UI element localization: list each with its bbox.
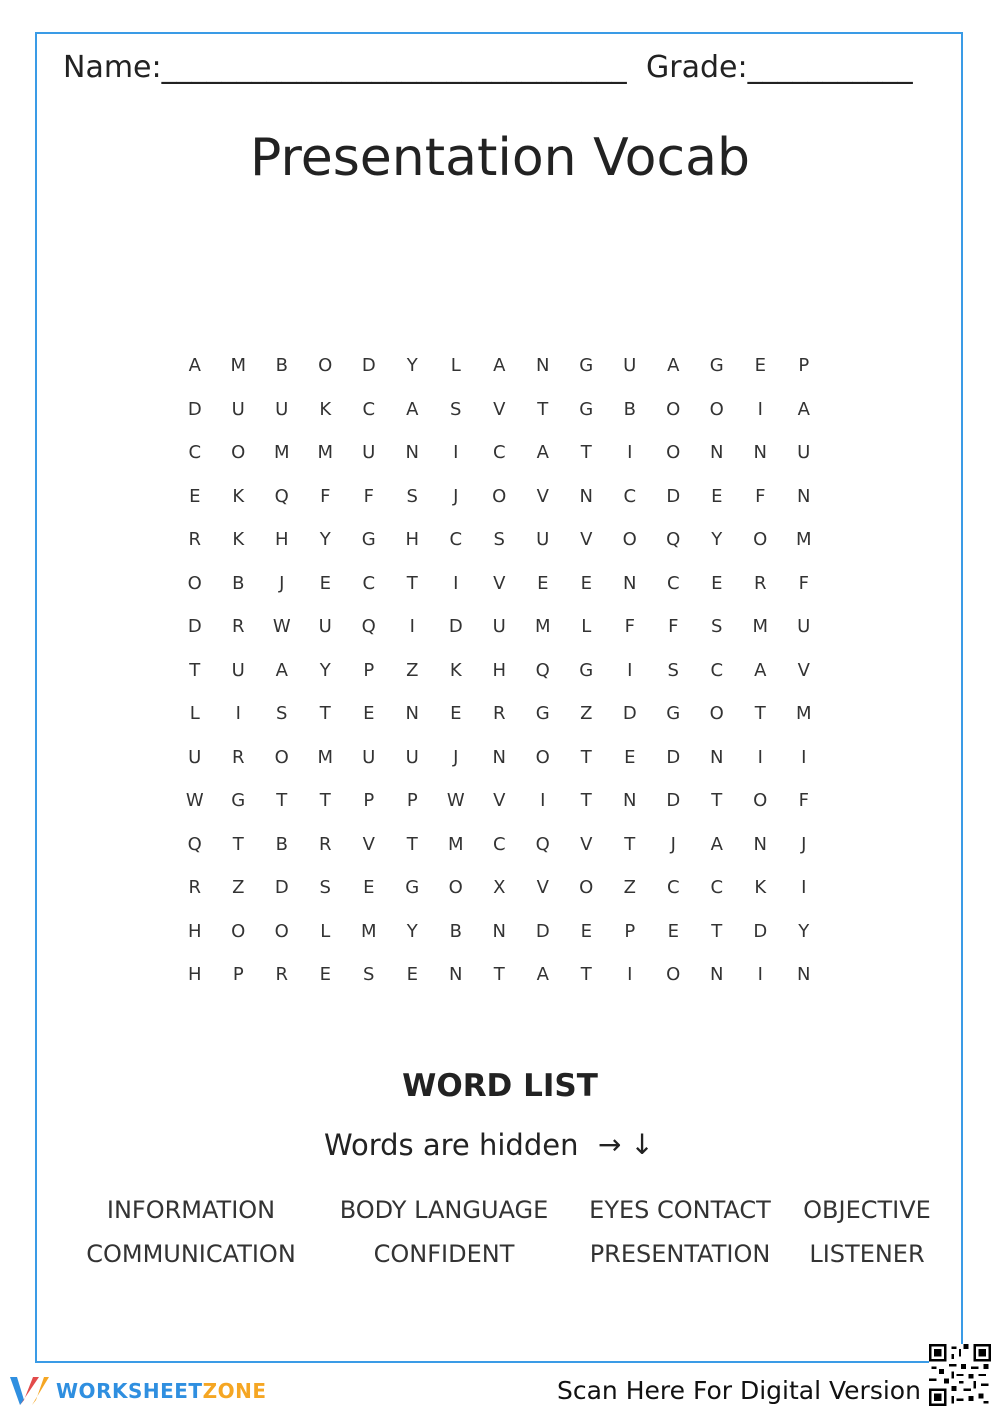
grid-letter[interactable]: Y	[319, 529, 331, 551]
grid-letter[interactable]: S	[493, 529, 505, 551]
grid-letter[interactable]: V	[493, 572, 506, 594]
grid-letter[interactable]: N	[449, 964, 463, 986]
grid-letter[interactable]: A	[536, 442, 549, 464]
grid-letter[interactable]: S	[667, 659, 679, 681]
grid-letter[interactable]: N	[710, 442, 724, 464]
grid-letter[interactable]: P	[232, 964, 244, 986]
grid-letter[interactable]: A	[797, 398, 810, 420]
grid-letter[interactable]: D	[666, 790, 681, 812]
grid-letter[interactable]: M	[317, 746, 334, 768]
grid-letter[interactable]: O	[274, 746, 289, 768]
grid-letter[interactable]: T	[232, 833, 244, 855]
grid-letter[interactable]: N	[623, 790, 637, 812]
grid-letter[interactable]: Q	[666, 529, 681, 551]
grid-letter[interactable]: K	[232, 529, 245, 551]
grid-letter[interactable]: V	[536, 485, 549, 507]
grid-letter[interactable]: N	[492, 920, 506, 942]
grid-letter[interactable]: P	[363, 659, 375, 681]
grid-letter[interactable]: P	[798, 355, 810, 377]
grid-letter[interactable]: F	[798, 790, 809, 812]
grid-letter[interactable]: B	[623, 398, 636, 420]
grid-letter[interactable]: O	[666, 442, 681, 464]
grid-letter[interactable]: L	[320, 920, 331, 942]
grid-letter[interactable]: K	[449, 659, 462, 681]
grid-letter[interactable]: R	[275, 964, 288, 986]
grid-letter[interactable]: I	[627, 964, 633, 986]
grid-letter[interactable]: Q	[535, 833, 550, 855]
grid-letter[interactable]: H	[274, 529, 289, 551]
grid-letter[interactable]: Z	[623, 877, 636, 899]
grid-letter[interactable]: O	[448, 877, 463, 899]
grid-letter[interactable]: U	[231, 398, 245, 420]
grid-letter[interactable]: V	[797, 659, 810, 681]
grid-letter[interactable]: M	[447, 833, 464, 855]
grid-letter[interactable]: T	[493, 964, 505, 986]
grid-letter[interactable]: N	[710, 964, 724, 986]
grid-letter[interactable]: F	[624, 616, 635, 638]
grid-letter[interactable]: M	[534, 616, 551, 638]
grid-letter[interactable]: U	[797, 616, 811, 638]
grid-letter[interactable]: E	[363, 703, 375, 725]
grid-letter[interactable]: E	[580, 920, 592, 942]
grid-letter[interactable]: P	[624, 920, 636, 942]
worksheet-title: Presentation Vocab	[250, 128, 750, 188]
grid-letter[interactable]: O	[622, 529, 637, 551]
grid-letter[interactable]: C	[710, 877, 724, 899]
grid-letter[interactable]: E	[537, 572, 549, 594]
grid-letter[interactable]: C	[362, 398, 376, 420]
grid-letter[interactable]: M	[317, 442, 334, 464]
grid-letter[interactable]: S	[319, 877, 331, 899]
grid-letter[interactable]: O	[492, 485, 507, 507]
grid-letter[interactable]: F	[668, 616, 679, 638]
grid-letter[interactable]: U	[318, 616, 332, 638]
grid-letter[interactable]: U	[797, 442, 811, 464]
grid-letter[interactable]: E	[406, 964, 418, 986]
grid-letter[interactable]: O	[231, 920, 246, 942]
grid-letter[interactable]: U	[188, 746, 202, 768]
grid-letter[interactable]: R	[188, 529, 201, 551]
grid-letter[interactable]: A	[536, 964, 549, 986]
grid-letter[interactable]: C	[666, 877, 680, 899]
grid-letter[interactable]: U	[362, 442, 376, 464]
grid-letter[interactable]: O	[753, 529, 768, 551]
grid-letter[interactable]: M	[360, 920, 377, 942]
grid-letter[interactable]: A	[275, 659, 288, 681]
grid-letter[interactable]: G	[666, 703, 681, 725]
grid-letter[interactable]: T	[406, 833, 418, 855]
grid-letter[interactable]: B	[232, 572, 245, 594]
grid-letter[interactable]: D	[535, 920, 550, 942]
grid-letter[interactable]: T	[711, 790, 723, 812]
grid-letter[interactable]: E	[189, 485, 201, 507]
grid-letter[interactable]: Y	[319, 659, 331, 681]
direction-arrows-icon: → ↓	[598, 1128, 654, 1161]
grid-letter[interactable]: K	[754, 877, 767, 899]
grid-letter[interactable]: E	[711, 572, 723, 594]
grid-letter[interactable]: B	[449, 920, 462, 942]
grid-letter[interactable]: O	[274, 920, 289, 942]
grid-letter[interactable]: U	[536, 529, 550, 551]
grid-letter[interactable]: I	[801, 877, 807, 899]
grid-letter[interactable]: Z	[232, 877, 245, 899]
grid-letter[interactable]: T	[624, 833, 636, 855]
grid-letter[interactable]: D	[622, 703, 637, 725]
grid-letter[interactable]: V	[536, 877, 549, 899]
grid-letter[interactable]: L	[450, 355, 461, 377]
grid-letter[interactable]: C	[710, 659, 724, 681]
grid-letter[interactable]: V	[493, 790, 506, 812]
grid-letter[interactable]: E	[754, 355, 766, 377]
grid-letter[interactable]: A	[188, 355, 201, 377]
grid-letter[interactable]: V	[580, 529, 593, 551]
grid-letter[interactable]: N	[753, 833, 767, 855]
grid-letter[interactable]: T	[537, 398, 549, 420]
grid-letter[interactable]: Q	[535, 659, 550, 681]
grid-letter[interactable]: T	[580, 442, 592, 464]
grid-letter[interactable]: O	[753, 790, 768, 812]
grid-letter[interactable]: M	[230, 355, 247, 377]
grid-letter[interactable]: D	[666, 485, 681, 507]
grid-letter[interactable]: T	[319, 703, 331, 725]
grid-letter[interactable]: J	[279, 572, 285, 594]
grid-letter[interactable]: E	[667, 920, 679, 942]
grid-letter[interactable]: T	[319, 790, 331, 812]
word-list-item: INFORMATION	[106, 1196, 276, 1224]
grid-letter[interactable]: G	[579, 659, 594, 681]
grid-letter[interactable]: E	[580, 572, 592, 594]
grid-letter[interactable]: K	[232, 485, 245, 507]
grid-letter[interactable]: R	[318, 833, 332, 855]
grid-letter[interactable]: N	[405, 703, 419, 725]
grid-letter[interactable]: E	[319, 964, 331, 986]
grid-letter[interactable]: I	[453, 442, 459, 464]
grid-letter[interactable]: D	[753, 920, 768, 942]
grid-letter[interactable]: L	[189, 703, 200, 725]
grid-letter[interactable]: O	[535, 746, 550, 768]
grid-letter[interactable]: A	[493, 355, 506, 377]
grid-letter[interactable]: J	[453, 746, 459, 768]
word-list-item: BODY LANGUAGE	[339, 1196, 549, 1224]
grid-letter[interactable]: C	[492, 442, 506, 464]
grid-letter[interactable]: Q	[274, 485, 289, 507]
grid-letter[interactable]: O	[231, 442, 246, 464]
grid-letter[interactable]: L	[581, 616, 592, 638]
grid-letter[interactable]: O	[318, 355, 333, 377]
grid-letter[interactable]: C	[362, 572, 376, 594]
grid-letter[interactable]: A	[406, 398, 419, 420]
grid-letter[interactable]: C	[188, 442, 202, 464]
grid-letter[interactable]: Y	[406, 920, 418, 942]
grid-letter[interactable]: B	[275, 355, 288, 377]
grid-letter[interactable]: N	[623, 572, 637, 594]
grid-letter[interactable]: I	[757, 398, 763, 420]
grid-letter[interactable]: H	[187, 964, 202, 986]
grid-letter[interactable]: W	[185, 790, 204, 812]
grid-letter[interactable]: U	[492, 616, 506, 638]
worksheetzone-logo-icon	[8, 1374, 50, 1408]
grid-letter[interactable]: C	[666, 572, 680, 594]
grid-letter[interactable]: D	[666, 746, 681, 768]
word-list-instructions: Words are hidden	[324, 1128, 579, 1162]
grid-letter[interactable]: O	[709, 703, 724, 725]
grid-letter[interactable]: O	[666, 964, 681, 986]
grid-letter[interactable]: K	[319, 398, 332, 420]
grid-letter[interactable]: D	[361, 355, 376, 377]
grid-letter[interactable]: T	[580, 746, 592, 768]
grid-letter[interactable]: N	[797, 485, 811, 507]
grid-letter[interactable]: H	[405, 529, 420, 551]
grid-letter[interactable]: S	[450, 398, 462, 420]
grid-letter[interactable]: Y	[406, 355, 418, 377]
grid-letter[interactable]: N	[710, 746, 724, 768]
grid-letter[interactable]: C	[492, 833, 506, 855]
grid-letter[interactable]: I	[627, 442, 633, 464]
grid-letter[interactable]: F	[798, 572, 809, 594]
grid-letter[interactable]: N	[753, 442, 767, 464]
grid-letter[interactable]: F	[320, 485, 331, 507]
grid-letter[interactable]: D	[187, 616, 202, 638]
grid-letter[interactable]: T	[711, 920, 723, 942]
grid-letter[interactable]: N	[536, 355, 550, 377]
grid-letter[interactable]: U	[405, 746, 419, 768]
grid-letter[interactable]: Z	[406, 659, 419, 681]
grid-letter[interactable]: V	[362, 833, 375, 855]
grid-letter[interactable]: N	[492, 746, 506, 768]
grid-letter[interactable]: I	[540, 790, 546, 812]
word-list-item: OBJECTIVE	[803, 1196, 931, 1224]
grid-letter[interactable]: S	[406, 485, 418, 507]
grid-letter[interactable]: S	[276, 703, 288, 725]
worksheetzone-logo[interactable]	[8, 1374, 266, 1408]
grid-letter[interactable]: E	[624, 746, 636, 768]
grid-letter[interactable]: P	[363, 790, 375, 812]
grid-letter[interactable]: M	[795, 529, 812, 551]
grid-letter[interactable]: R	[753, 572, 767, 594]
grid-letter[interactable]: T	[754, 703, 766, 725]
word-list-item: CONFIDENT	[373, 1240, 515, 1268]
grid-letter[interactable]: T	[580, 790, 592, 812]
grid-letter[interactable]: S	[363, 964, 375, 986]
grid-letter[interactable]: H	[492, 659, 507, 681]
word-list-item: EYES CONTACT	[589, 1196, 771, 1224]
grid-letter[interactable]: R	[492, 703, 506, 725]
grid-letter[interactable]: F	[363, 485, 374, 507]
grid-letter[interactable]: W	[446, 790, 465, 812]
grid-letter[interactable]: T	[189, 659, 201, 681]
grid-letter[interactable]: O	[666, 398, 681, 420]
grid-letter[interactable]: W	[272, 616, 291, 638]
name-field[interactable]: Name:_______________________________	[63, 50, 627, 85]
grid-letter[interactable]: R	[188, 877, 201, 899]
grid-letter[interactable]: J	[670, 833, 676, 855]
word-list-item: COMMUNICATION	[86, 1240, 296, 1268]
grid-letter[interactable]: E	[319, 572, 331, 594]
grid-letter[interactable]: I	[757, 964, 763, 986]
grid-letter[interactable]: U	[362, 746, 376, 768]
grid-letter[interactable]: R	[231, 746, 245, 768]
grid-letter[interactable]: V	[580, 833, 593, 855]
grid-letter[interactable]: D	[187, 398, 202, 420]
grid-letter[interactable]: I	[801, 746, 807, 768]
grid-letter[interactable]: R	[231, 616, 245, 638]
word-search-grid	[173, 344, 826, 997]
grid-letter[interactable]: G	[231, 790, 246, 812]
grid-letter[interactable]: I	[453, 572, 459, 594]
grid-letter[interactable]: J	[801, 833, 807, 855]
grid-letter[interactable]: N	[579, 485, 593, 507]
grid-letter[interactable]: J	[453, 485, 459, 507]
grid-letter[interactable]: C	[449, 529, 463, 551]
grid-letter[interactable]: D	[274, 877, 289, 899]
grid-letter[interactable]: O	[187, 572, 202, 594]
grid-letter[interactable]: M	[795, 703, 812, 725]
word-list-heading: WORD LIST	[402, 1068, 598, 1104]
scan-caption: Scan Here For Digital Version	[557, 1376, 921, 1405]
grid-letter[interactable]: X	[493, 877, 506, 899]
grid-letter[interactable]: S	[711, 616, 723, 638]
grid-letter[interactable]: D	[448, 616, 463, 638]
grid-letter[interactable]: O	[579, 877, 594, 899]
grid-letter[interactable]: V	[493, 398, 506, 420]
grid-letter[interactable]: G	[579, 398, 594, 420]
grid-letter[interactable]: I	[235, 703, 241, 725]
grid-letter[interactable]: E	[450, 703, 462, 725]
grid-letter[interactable]: P	[406, 790, 418, 812]
grid-letter[interactable]: T	[406, 572, 418, 594]
grid-letter[interactable]: O	[709, 398, 724, 420]
grid-letter[interactable]: U	[275, 398, 289, 420]
grid-letter[interactable]: Q	[361, 616, 376, 638]
grid-letter[interactable]: Z	[580, 703, 593, 725]
grid-letter[interactable]: E	[363, 877, 375, 899]
grid-letter[interactable]: A	[667, 355, 680, 377]
grid-letter[interactable]: G	[535, 703, 550, 725]
grid-letter[interactable]: T	[276, 790, 288, 812]
grid-letter[interactable]: E	[711, 485, 723, 507]
grid-letter[interactable]: H	[187, 920, 202, 942]
grid-letter[interactable]: C	[623, 485, 637, 507]
grid-letter[interactable]: U	[623, 355, 637, 377]
qr-code-icon[interactable]	[929, 1344, 991, 1406]
grid-letter[interactable]: G	[709, 355, 724, 377]
grid-letter[interactable]: M	[752, 616, 769, 638]
grid-letter[interactable]: N	[797, 964, 811, 986]
grid-letter[interactable]: A	[710, 833, 723, 855]
grid-letter[interactable]: F	[755, 485, 766, 507]
grid-letter[interactable]: U	[231, 659, 245, 681]
grade-field[interactable]: Grade:___________	[646, 50, 913, 85]
grid-letter[interactable]: Y	[798, 920, 810, 942]
word-list-item: PRESENTATION	[589, 1240, 771, 1268]
grid-letter[interactable]: I	[757, 746, 763, 768]
grid-letter[interactable]: T	[580, 964, 592, 986]
word-list-item: LISTENER	[809, 1240, 925, 1268]
grid-letter[interactable]: G	[361, 529, 376, 551]
grid-letter[interactable]: Q	[187, 833, 202, 855]
grid-letter[interactable]: G	[405, 877, 420, 899]
grid-letter[interactable]: Y	[711, 529, 723, 551]
grid-letter[interactable]: N	[405, 442, 419, 464]
grid-letter[interactable]: B	[275, 833, 288, 855]
grid-letter[interactable]: I	[627, 659, 633, 681]
grid-letter[interactable]: I	[409, 616, 415, 638]
grid-letter[interactable]: A	[754, 659, 767, 681]
grid-letter[interactable]: M	[273, 442, 290, 464]
brand-name: WORKSHEETZONE	[56, 1379, 267, 1403]
grid-letter[interactable]: G	[579, 355, 594, 377]
